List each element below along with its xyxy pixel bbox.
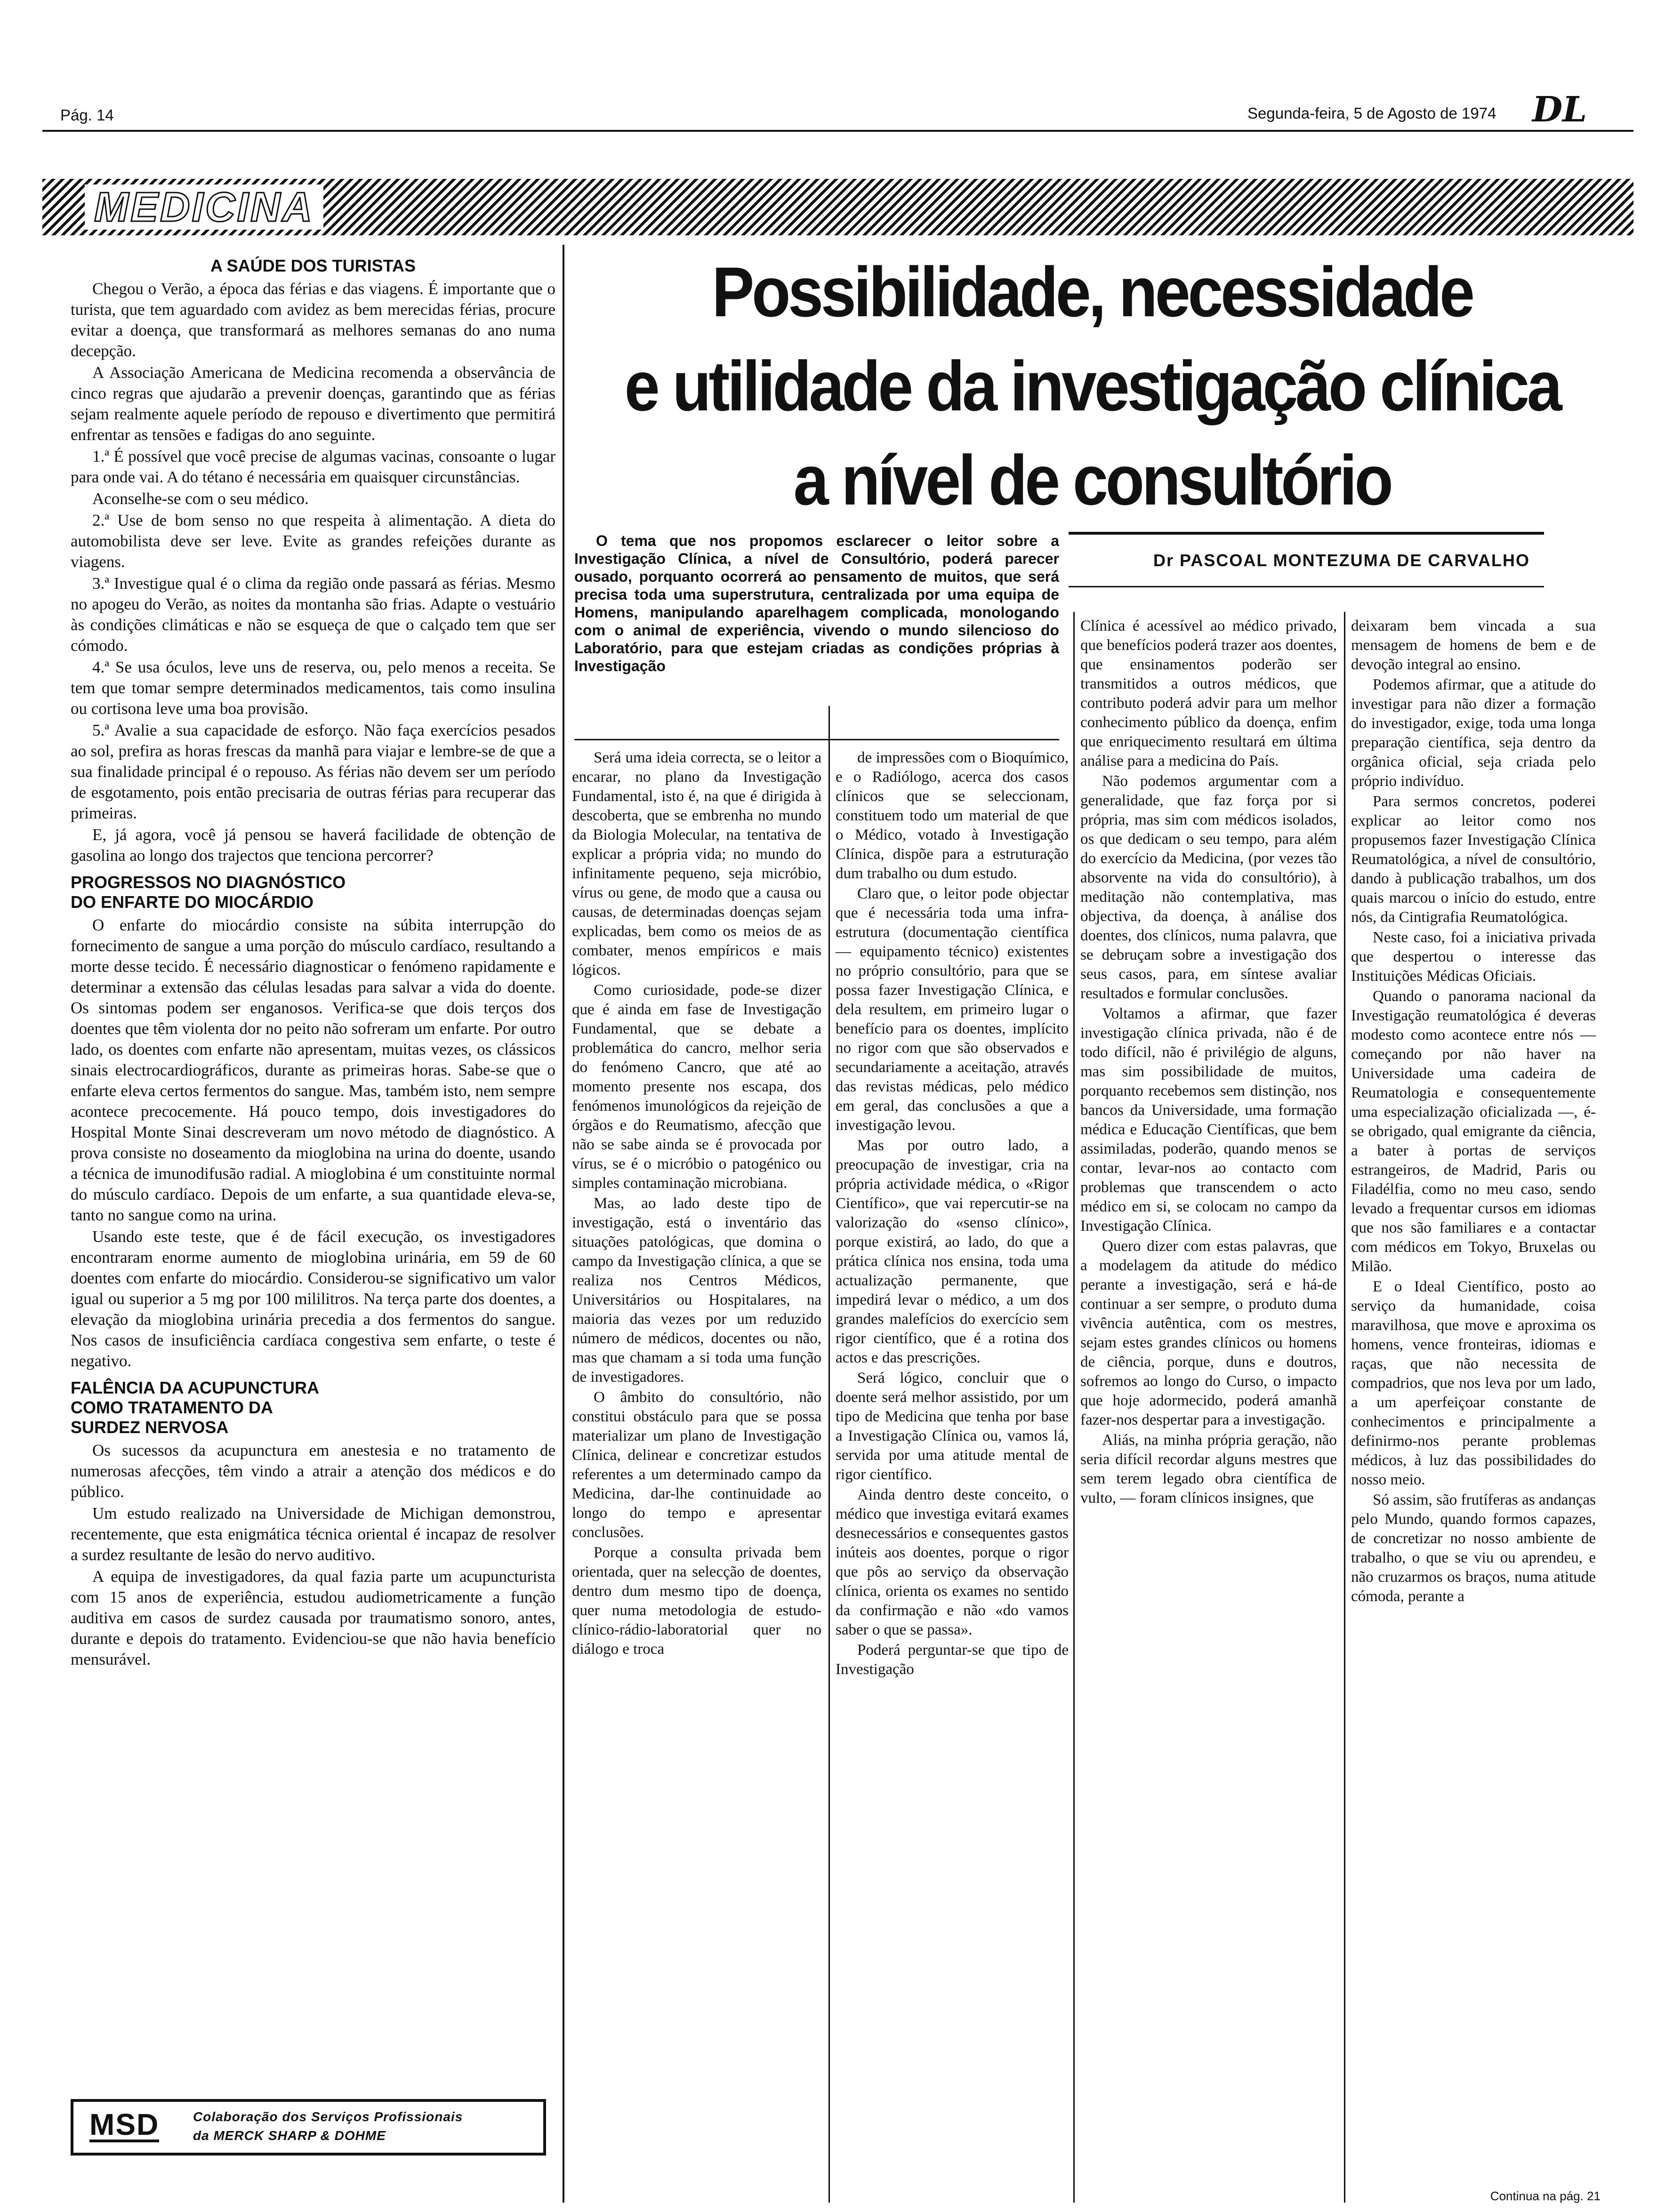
paragraph: Usando este teste, que é de fácil execução, os investigadores encontraram enorme aumento de mioglobina urinária, em 59 de 60 doentes com enfarte do miocárdio. Considerou-se significativo um valor igual ou superior a 5 mg por 100 mililitros. Na terça parte dos doentes, a elevação da mioglobina urinária precedia a dos fermentos do sangue. Nos casos de insuficiência cardíaca congestiva sem enfarte, o teste é negativo. — [71, 1227, 555, 1370]
paragraph: Como curiosidade, pode-se dizer que é ainda em fase de Investigação Fundamental, que se debate a problemática do cancro, melhor seria do fenómeno Cancro, que até ao momento presente nos escapa, dos fenómenos imunológicos da rejeição de órgãos e do Reumatismo, afecção que não se sabe ainda se é provocada por vírus, se é o micróbio o patogénico ou simples contaminação microbiana. — [572, 982, 821, 1192]
header-rule — [42, 130, 1633, 132]
paragraph: 2.ª Use de bom senso no que respeita à alimentação. A dieta do automobilista deve ser leve. Evite as grandes refeições durante as viagens. — [71, 511, 555, 571]
column-rule — [1344, 612, 1345, 2203]
paragraph: Ainda dentro deste conceito, o médico que investiga evitará exames desnecessários e consequentes gastos inúteis aos doentes, porque o rigor que pôs ao serviço da observação clínica, orienta os exames no sentido da confirmação e não «do vamos saber o que se passa». — [836, 1486, 1069, 1638]
author-rule — [1069, 532, 1544, 535]
article-column-3 — [1080, 617, 1337, 1509]
paragraph: Os sucessos da acupunctura em anestesia e no tratamento de numerosas afecções, têm vindo a atrair a atenção dos médicos e do público. — [71, 1441, 555, 1501]
section-heading: PROGRESSOS NO DIAGNÓSTICO DO ENFARTE DO MIOCÁRDIO — [71, 873, 346, 912]
paragraph: Porque a consulta privada bem orientada, quer na selecção de doentes, dentro dum mesmo tipo de doença, quer numa metodologia de estudo-clínico-rádio-laboratorial quer no diálogo e troca — [572, 1544, 821, 1658]
issue-date: Segunda-feira, 5 de Agosto de 1974 — [1247, 104, 1496, 122]
paragraph: Não podemos argumentar com a generalidade, que faz força por si própria, mas sim com médicos isolados, os que dedicam o seu tempo, para além do exercício da Medicina, (por vezes tão absorvente na vida do consultório), à meditação não contemplativa, mas objectiva, da doença, à análise dos doentes, dos clínicos, numa palavra, que se debruçam sobre a investigação dos seus casos, para, em síntese avaliar resultados e formular conclusões. — [1080, 773, 1337, 1002]
paragraph: Chegou o Verão, a época das férias e das viagens. É importante que o turista, que tem aguardado com avidez as bem merecidas férias, procure evitar a doença, que transformará as melhores semanas do ano numa decepção. — [71, 280, 555, 360]
paragraph: Neste caso, foi a iniciativa privada que despertou o interesse das Instituições Médicas Oficiais. — [1351, 929, 1596, 985]
continued-note: Continua na pág. 21 — [1490, 2189, 1601, 2203]
sponsor-line: Colaboração dos Serviços Profissionais — [193, 2109, 463, 2124]
paragraph: Só assim, são frutíferas as andanças pelo Mundo, quando formos capazes, de concretizar no nosso ambiente de trabalho, o que se viu ou aprendeu, e não cruzarmos os braços, numa atitude cómoda, perante a — [1351, 1491, 1596, 1605]
paragraph: Aliás, na minha própria geração, não seria difícil recordar alguns mestres que sem terem legado obra científica de vulto, — foram clínicos insignes, que — [1080, 1432, 1337, 1507]
paragraph: deixaram bem vincada a sua mensagem de homens de bem e de devoção integral ao ensino. — [1351, 617, 1596, 673]
paragraph: E o Ideal Científico, posto ao serviço da humanidade, coisa maravilhosa, que move e aproxima os homens, vence fronteiras, idiomas e raças, que não necessita de compadrios, que nos leva por um lado, a um aperfeiçoar constante de conhecimentos e principalmente a definirmo-nos perante problemas médicos, à luz das possibilidades do nosso meio. — [1351, 1278, 1596, 1488]
paragraph: 4.ª Se usa óculos, leve uns de reserva, ou, pelo menos a receita. Se tem que tomar sempre determinados medicamentos, tais como insulina ou cortisona leve uma boa provisão. — [71, 658, 555, 718]
author-rule — [1069, 586, 1544, 587]
article-column-1 — [572, 748, 821, 1660]
newspaper-logo: DL — [1532, 89, 1587, 130]
sponsor-logo: MSD — [89, 2108, 160, 2141]
section-heading: A SAÚDE DOS TURISTAS — [210, 256, 416, 275]
paragraph: A Associação Americana de Medicina recomenda a observância de cinco regras que ajudarão a prevenir doenças, garantindo que as férias sejam realmente aquele período de repouso e divertimento que permitirá enfrentar as tensões e fadigas do ano seguinte. — [71, 363, 555, 444]
section-title: MEDICINA — [85, 184, 323, 230]
paragraph: Um estudo realizado na Universidade de Michigan demonstrou, recentemente, que esta enigmática técnica oriental é incapaz de resolver a surdez resultante de lesão do nervo auditivo. — [71, 1504, 555, 1564]
paragraph: Podemos afirmar, que a atitude do investigar para não dizer a formação do investigador, exige, toda uma longa preparação científica, seja dentro da orgânica oficial, seja criada pelo próprio indivíduo. — [1351, 676, 1596, 790]
paragraph: O enfarte do miocárdio consiste na súbita interrupção do fornecimento de sangue a uma porção do músculo cardíaco, resultando a morte desse tecido. É necessário diagnosticar o fenómeno rapidamente e determinar a extensão das células lesadas para salvar a vida do doente. Os sintomas podem ser enganosos. Verifica-se que dois terços dos doentes que têm violenta dor no peito não sofreram um enfarte. Por outro lado, os doentes com enfarte não apresentam, muitas vezes, os clássicos sinais electrocardiográficos, durante as primeiras horas. Sabe-se que o enfarte eleva certos fermentos do sangue. Mas, também isto, nem sempre acontece precocemente. Há pouco tempo, dois investigadores do Hospital Monte Sinai descreveram um novo método de diagnóstico. A prova consiste no doseamento da mioglobina na urina do doente, usando a técnica de imunodifusão radial. A mioglobina é um constituinte normal do músculo cardíaco. Depois de um enfarte, a sua quantidade eleva-se, tanto no sangue como na urina. — [71, 916, 555, 1224]
paragraph: 5.ª Avalie a sua capacidade de esforço. Não faça exercícios pesados ao sol, prefira as horas frescas da manhã para viajar e lembre-se de que a sua finalidade principal é o repouso. As férias não devem ser um período de esgotamento, pois então precisaria de outras férias para recuperar das primeiras. — [71, 721, 555, 822]
sponsor-line: da MERCK SHARP & DOHME — [193, 2128, 386, 2143]
paragraph: Voltamos a afirmar, que fazer investigação clínica privada, não é de todo difícil, não é privilégio de alguns, mas sim possibilidade de muitos, porquanto recebemos sem distinção, nos bancos da Universidade, uma formação médica e Educação Científicas, que bem assimiladas, poderão, quando menos se contar, levar-nos ao contacto com problemas que transcendem o acto médico em si, se colocam no campo da Investigação Clínica. — [1080, 1005, 1337, 1234]
section-heading: FALÊNCIA DA ACUPUNCTURA COMO TRATAMENTO DA SURDEZ NERVOSA — [71, 1378, 319, 1437]
paragraph: Para sermos concretos, poderei explicar ao leitor como nos propusemos fazer Investigação Clínica Reumatológica, a nível de consultório, dando à publicação trabalhos, um dos quais marcou o início do estudo, entre nós, da Cintigrafia Reumatológica. — [1351, 793, 1596, 926]
column-rule — [1073, 612, 1075, 2203]
paragraph: Claro que, o leitor pode objectar que é necessária toda uma infra-estrutura (documentação científica — equipamento técnico) existentes no próprio consultório, para que se possa fazer Investigação Clínica, e dela resultem, em primeiro lugar o benefício para os doentes, implícito no rigor com que são observados e secundariamente a aceitação, através das revistas médicas, pelo médico em geral, das conclusões a que a investigação levou. — [836, 885, 1069, 1134]
article-column-2 — [836, 748, 1069, 1680]
article-headline: Possibilidade, necessidade e utilidade da investigação clínica a nível de consultório — [624, 252, 1560, 520]
paragraph: Mas por outro lado, a preocupação de investigar, cria na própria actividade médica, o «Rigor Científico», que vai repercutir-se na valorização do «senso clínico», porque existirá, ao lado, do que a prática clínica nos ensina, toda uma actualização permanente, que impedirá levar o médico, a um dos grandes malefícios do exercício sem rigor científico, que é a rotina dos actos e das prescrições. — [836, 1137, 1069, 1366]
article-author: Dr PASCOAL MONTEZUMA DE CARVALHO — [1153, 551, 1530, 570]
paragraph: A equipa de investigadores, da qual fazia parte um acupuncturista com 15 anos de experiência, estudou audiometricamente a função auditiva em casos de surdez causada por traumatismo sonoro, antes, durante e depois do tratamento. Evidenciou-se que não havia benefício mensurável. — [71, 1567, 555, 1668]
page-number: Pág. 14 — [60, 106, 114, 124]
column-rule — [828, 706, 830, 2203]
article-intro: O tema que nos propomos esclarecer o leitor sobre a Investigação Clínica, a nível de Consultório, poderá parecer ousado, porquanto ocorrerá ao pensamento de muitos, que será precisa toda uma superstrutura, centralizada por uma equipa de Homens, manipulando aparelhagem complicada, monologando com o animal de experiência, vivendo o mundo silencioso do Laboratório, para que estejam criadas as condições próprias à Investigação — [574, 532, 1059, 674]
paragraph: Poderá perguntar-se que tipo de Investigação — [836, 1642, 1069, 1678]
paragraph: Mas, ao lado deste tipo de investigação, está o inventário das situações patológicas, que domina o campo da Investigação clínica, a que se realiza nos Centros Médicos, Universitários ou Hospitalares, na maioria das vezes por um reduzido número de médicos, docentes ou não, mas que chamam a si toda uma função de investigadores. — [572, 1195, 821, 1386]
paragraph: 3.ª Investigue qual é o clima da região onde passará as férias. Mesmo no apogeu do Verão, as noites da montanha são frias. Adapte o vestuário às condições climáticas e não se esqueça de que o calçado tem que ser cómodo. — [71, 574, 555, 655]
paragraph: de impressões com o Bioquímico, e o Radiólogo, acerca dos casos clínicos que se seleccionam, constituem todo um material de que o Médico, votado à Investigação Clínica, dispõe para a estruturação dum trabalho ou dum estudo. — [836, 749, 1069, 882]
left-column — [71, 249, 555, 1671]
paragraph: O âmbito do consultório, não constitui obstáculo para que se possa materializar um plano de Investigação Clínica, delinear e concretizar estudos referentes a um determinado campo da Medicina, dar-lhe continuidade ao longo do tempo e apresentar conclusões. — [572, 1389, 821, 1541]
paragraph: Aconselhe-se com o seu médico. — [92, 489, 309, 508]
paragraph: Será uma ideia correcta, se o leitor a encarar, no plano da Investigação Fundamental, isto é, na que é dirigida à descoberta, que se embrenha no mundo da Biologia Molecular, na tentativa de explicar a própria vida; no mundo do infinitamente pequeno, seja micróbio, vírus ou gene, de modo que a causa ou causas, de determinadas doenças sejam explicadas, bem como os meios de as combater, menos empíricos e mais lógicos. — [572, 749, 821, 978]
paragraph: Quero dizer com estas palavras, que a modelagem da atitude do médico perante a investigação, será e há-de continuar a ser sempre, o produto duma vivência autêntica, com os mestres, sejam estes grandes clínicos ou homens de ciência, porque, duns e doutros, sofremos ao longo do Curso, o impacto que hoje adormecido, poderá amanhã fazer-nos despertar para a investigação. — [1080, 1238, 1337, 1428]
paragraph: Quando o panorama nacional da Investigação reumatológica é deveras modesto como acontece entre nós — começando por não haver na Universidade uma cadeira de Reumatologia e consequentemente uma especialização oficializada —, é-se obrigado, qual emigrante da ciência, a bater à portas de serviços estrangeiros, de Madrid, Paris ou Filadélfia, como no meu caso, sendo levado a frequentar cursos em idiomas que nos são familiares e a contactar com médicos em Tokyo, Bruxelas ou Milão. — [1351, 988, 1596, 1275]
paragraph: Será lógico, concluir que o doente será melhor assistido, por um tipo de Medicina que tenha por base a Investigação Clínica ou, vamos lá, servida por uma atitude mental de rigor científico. — [836, 1370, 1069, 1483]
intro-rule — [574, 739, 1059, 740]
paragraph: 1.ª É possível que você precise de algumas vacinas, consoante o lugar para onde vai. A do tétano é necessária em quaisquer circunstâncias. — [71, 447, 555, 486]
paragraph: Clínica é acessível ao médico privado, que benefícios poderá trazer aos doentes, que ensinamentos poderão ser transmitidos a outros médicos, que contributo poderá advir para um melhor conhecimento público da doença, enfim que enriquecimento resultará em última análise para a medicina do País. — [1080, 617, 1337, 769]
article-column-4 — [1351, 617, 1596, 1607]
paragraph: E, já agora, você já pensou se haverá facilidade de obtenção de gasolina ao longo dos trajectos que tenciona percorrer? — [71, 825, 555, 865]
column-rule — [563, 245, 564, 2203]
